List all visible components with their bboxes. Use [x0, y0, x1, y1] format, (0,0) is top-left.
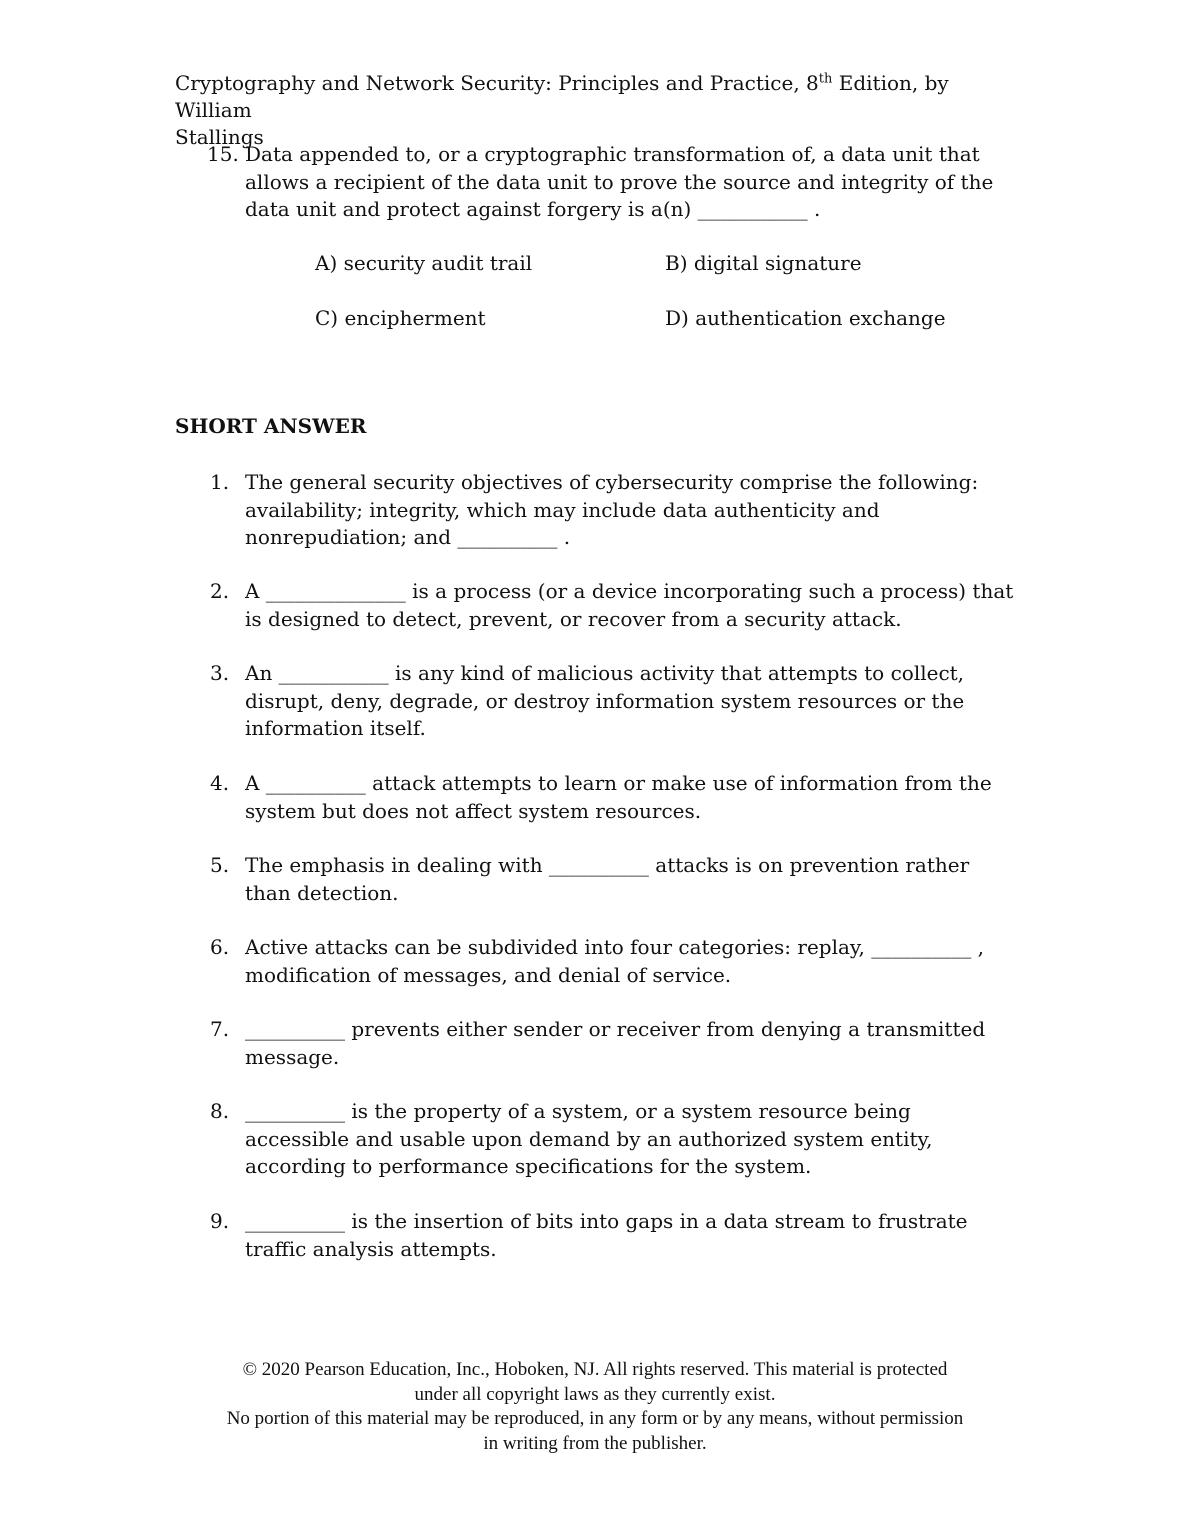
header-title-post: Edition, by William [175, 71, 949, 122]
short-answer-item-5 [210, 852, 1020, 907]
footer-line-2: under all copyright laws as they currently exist. [414, 1383, 776, 1405]
copyright-footer [160, 1358, 1030, 1456]
item-text: __________ is the property of a system, or a system resource being accessible and usable upon demand by an authorized system entity, according to performance specifications for the system. [245, 1099, 933, 1178]
item-text: The emphasis in dealing with __________ attacks is on prevention rather than detection. [245, 853, 970, 905]
footer-line-1: © 2020 Pearson Education, Inc., Hoboken, NJ. All rights reserved. This material is protected [242, 1359, 948, 1380]
item-text: Active attacks can be subdivided into four categories: replay, __________ , modification of messages, and denial of service. [245, 935, 984, 987]
choice-b: B) digital signature [665, 251, 862, 275]
item-number: 6. [210, 935, 230, 959]
item-number: 4. [210, 771, 230, 795]
header-title-pre: Cryptography and Network Security: Principles and Practice, 8 [175, 71, 819, 95]
header-title-sup: th [818, 71, 833, 87]
item-number: 3. [210, 661, 230, 685]
short-answer-item-9 [210, 1208, 1020, 1263]
item-number: 8. [210, 1099, 230, 1123]
page-header [175, 70, 1015, 151]
short-answer-item-4 [210, 770, 1020, 825]
item-number: 9. [210, 1209, 230, 1233]
item-number: 7. [210, 1017, 230, 1041]
item-text: A __________ attack attempts to learn or make use of information from the system but does not affect system resources. [245, 771, 992, 823]
short-answer-item-8 [210, 1098, 1020, 1181]
section-title: SHORT ANSWER [175, 414, 367, 438]
footer-line-3: No portion of this material may be reproduced, in any form or by any means, without permission [226, 1408, 964, 1429]
item-text: An ___________ is any kind of malicious activity that attempts to collect, disrupt, deny, degrade, or destroy information system resources or the information itself. [245, 661, 965, 740]
short-answer-item-3 [210, 660, 1020, 743]
short-answer-item-2 [210, 578, 1020, 633]
question-text: Data appended to, or a cryptographic transformation of, a data unit that allows a recipient of the data unit to prove the source and integrity of the data unit and protect against forgery is a(n) ___________ . [245, 142, 994, 221]
question-number: 15. [207, 142, 239, 166]
short-answer-item-1 [210, 469, 1020, 552]
item-text: __________ is the insertion of bits into gaps in a data stream to frustrate traffic analysis attempts. [245, 1209, 968, 1261]
footer-line-4: in writing from the publisher. [483, 1432, 707, 1454]
item-number: 2. [210, 579, 230, 603]
item-text: __________ prevents either sender or receiver from denying a transmitted message. [245, 1017, 986, 1069]
item-text: The general security objectives of cybersecurity comprise the following: availability; integrity, which may include data authenticity and nonrepudiation; and __________ . [245, 470, 979, 549]
header-title-line2: Stallings [175, 125, 264, 149]
choice-d: D) authentication exchange [665, 306, 946, 330]
choice-a: A) security audit trail [315, 251, 533, 275]
item-text: A ______________ is a process (or a device incorporating such a process) that is designed to detect, prevent, or recover from a security attack. [245, 579, 1014, 631]
item-number: 5. [210, 853, 230, 877]
choice-c: C) encipherment [315, 306, 486, 330]
short-answer-item-7 [210, 1016, 1020, 1071]
item-number: 1. [210, 470, 230, 494]
question-15 [207, 141, 1017, 224]
short-answer-item-6 [210, 934, 1020, 989]
